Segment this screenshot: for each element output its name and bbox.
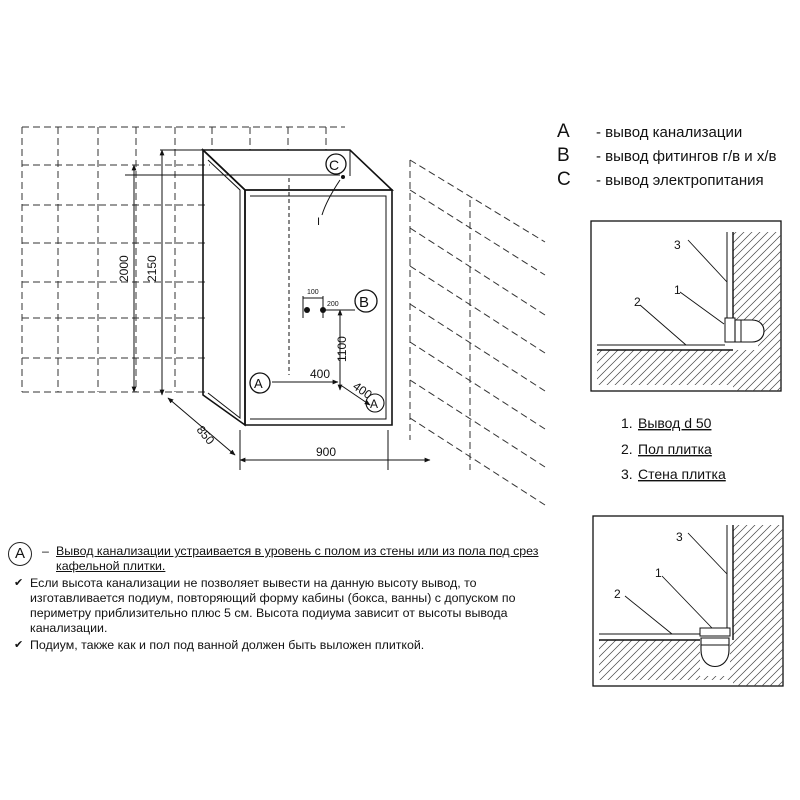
note-tiling-text: Подиум, также как и пол под ванной должен быть выложен плиткой.	[30, 638, 425, 652]
detail-wall-outlet	[591, 221, 781, 391]
wall-tile-grid	[22, 127, 345, 392]
svg-text:A: A	[254, 376, 263, 391]
svg-text:1: 1	[674, 283, 681, 297]
svg-text:3.: 3.	[621, 466, 633, 482]
svg-text:1: 1	[655, 566, 662, 580]
dimension-lines	[125, 150, 430, 470]
note-dash: –	[42, 544, 49, 558]
svg-text:A: A	[557, 121, 570, 142]
check-icon: ✔	[14, 639, 24, 651]
svg-text:- вывод канализации: - вывод канализации	[596, 124, 743, 141]
dim-1100: 1100	[335, 336, 349, 362]
dim-400-d: 400	[350, 378, 375, 402]
b-fittings	[304, 307, 326, 313]
marker-b	[355, 290, 377, 312]
svg-text:3: 3	[674, 238, 681, 252]
svg-text:C: C	[329, 157, 340, 173]
svg-text:B: B	[359, 294, 370, 311]
detail-items	[621, 415, 726, 482]
svg-text:2.: 2.	[621, 441, 633, 457]
dim-200: 200	[327, 301, 339, 308]
side-wall-grid	[410, 160, 545, 505]
svg-text:2: 2	[614, 587, 621, 601]
dim-900: 900	[316, 445, 337, 459]
svg-text:C: C	[557, 169, 571, 190]
detail-floor-outlet	[593, 516, 783, 686]
a-badge: A	[8, 542, 32, 566]
dim-400-h: 400	[310, 367, 331, 381]
note-sewer-outlet	[6, 544, 566, 574]
svg-text:1.: 1.	[621, 415, 633, 431]
marker-i: I	[317, 216, 321, 228]
svg-text:A: A	[370, 397, 379, 411]
dim-2150: 2150	[145, 255, 159, 282]
dim-100: 100	[307, 289, 319, 296]
marker-a	[250, 373, 270, 393]
svg-text:2: 2	[634, 295, 641, 309]
note-a-text: Вывод канализации устраивается в уровень с полом из стены или из пола под срез кафельной плитки.	[56, 544, 539, 573]
check-icon: ✔	[14, 577, 24, 589]
note-tiling	[6, 638, 566, 653]
svg-text:- вывод фитингов г/в и х/в: - вывод фитингов г/в и х/в	[596, 148, 777, 165]
legend	[557, 121, 777, 190]
svg-text:Пол плитка: Пол плитка	[638, 441, 712, 457]
svg-text:B: B	[557, 145, 570, 166]
svg-text:Стена плитка: Стена плитка	[638, 466, 726, 482]
note-podium-text: Если высота канализации не позволяет вывести на данную высоту вывод, то изготавливается подиум, повторяющий форму кабины (бокса, ванны) с допуском по периметру приблизительно плюс 5 см. Высота подиума зависит от высоты вывода канализации.	[30, 576, 516, 635]
note-podium	[6, 576, 566, 636]
svg-text:Вывод d 50: Вывод d 50	[638, 415, 712, 431]
svg-text:- вывод электропитания: - вывод электропитания	[596, 172, 764, 189]
svg-text:3: 3	[676, 530, 683, 544]
dim-2000: 2000	[117, 255, 131, 282]
dim-850: 850	[193, 422, 218, 448]
installation-notes	[6, 544, 566, 653]
